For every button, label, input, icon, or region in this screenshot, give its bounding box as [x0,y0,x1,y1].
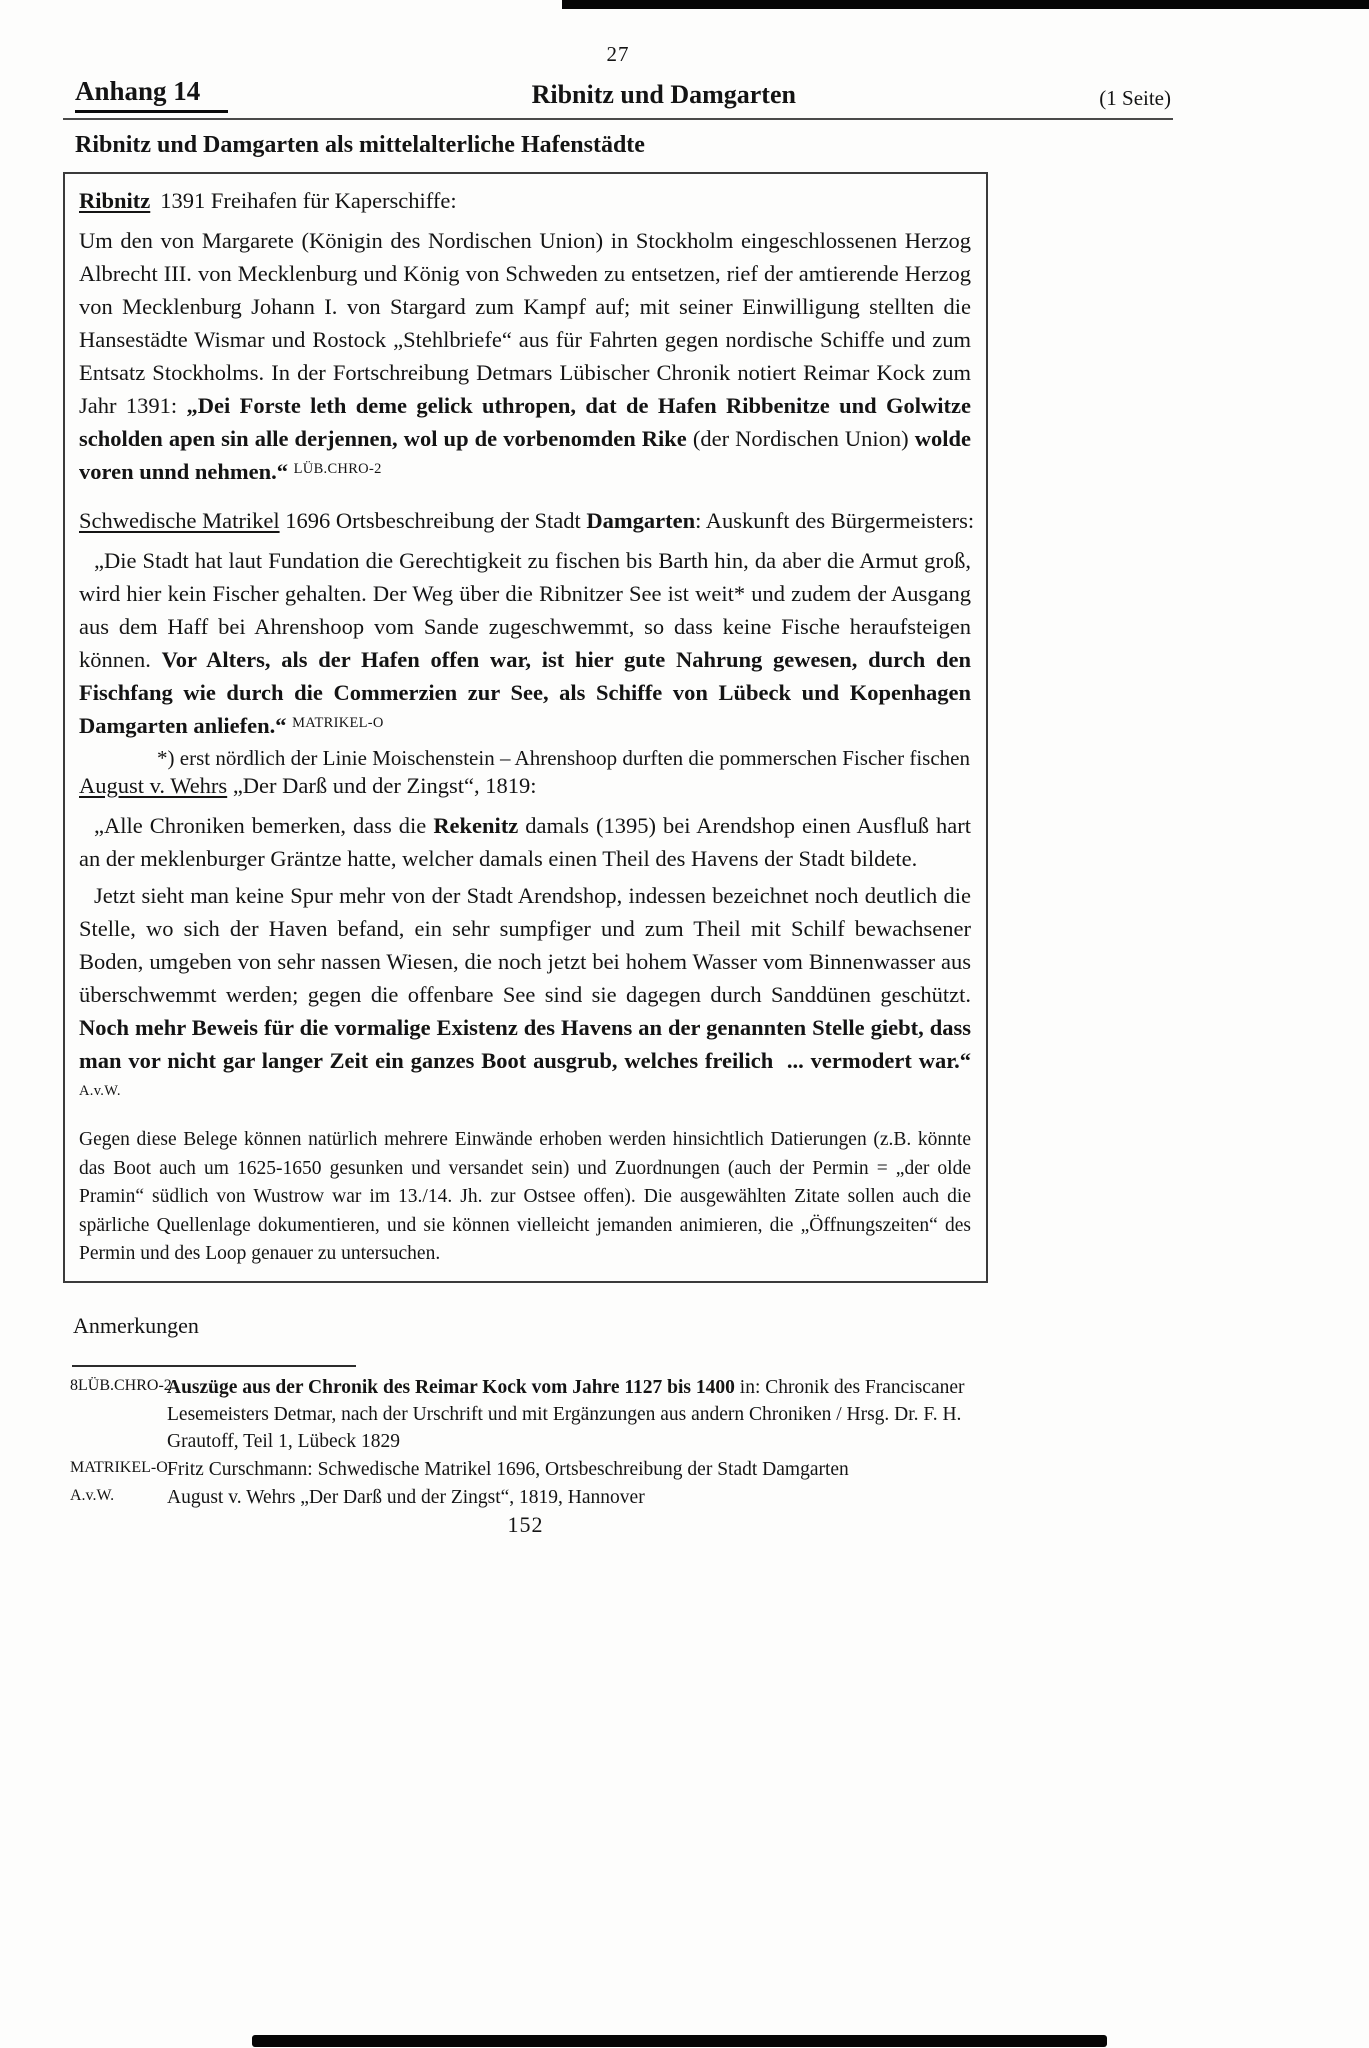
footnote-text [167,1374,979,1455]
star-footnote-line: *) erst nördlich der Linie Moischenstein – Ahrenshoop durften die pommerschen Fischer fischen [157,746,970,770]
ribnitz-text: Um den von Margarete (Königin des Nordischen Union) in Stockholm eingeschlossenen Herzog Albrecht III. von Mecklenburg und König von Schweden zu entsetzen, rief der amtierende Herzog von Mecklenburg Johann I. von Stargard zum Kampf auf; mit seiner Einwilligung stellten die Hansestädte Wismar und Rostock „Stehlbriefe“ aus für Fahrten gegen nordische Schiffe und zum Entsatz Stockholms. In der Fortschreibung Detmars Lübischer Chronik notiert Reimar Kock zum Jahr 1391: [79,228,971,418]
wehrs-p2-plain: Jetzt sieht man keine Spur mehr von der Stadt Arendshop, indessen bezeichnet noch deutlich die Stelle, wo sich der Haven befand, ein sehr sumpfiger und zum Theil mit Schilf bewachsener Boden, umgeben von sehr nassen Wiesen, die noch jetzt bei hohem Wasser vom Binnenwasser aus überschwemmt werden; gegen die offenbare See sind sie dagegen durch Sanddünen geschützt. [79,883,971,1007]
scan-artifact-bottom-bar [252,2035,1107,2047]
matrikel-text: „Die Stadt hat laut Fundation die Gerechtigkeit zu fischen bis Barth hin, da aber die Armut groß, wird hier kein Fischer gehalten. Der Weg über die Ribnitzer See ist weit* und zudem der Ausgang aus dem Haff bei Ahrenshoop vom Sande zugeschwemmt, so dass keine Fische heraufsteigen können. [79,548,971,672]
wehrs-p1-bold: Rekenitz [433,813,519,838]
sources-quote-box [63,172,988,1283]
matrikel-keyword: Schwedische Matrikel [79,508,280,533]
wehrs-keyword: August v. Wehrs [79,773,228,798]
wehrs-heading-rest: „Der Darß und der Zingst“, 1819: [227,773,537,798]
page-number-top: 27 [606,42,630,66]
wehrs-p1-post: damals (1395) bei Arendshop einen Ausfluß hart an der meklenburger Gräntze hatte, welcher damals einen Theil des Havens der Stadt bildete. [79,813,971,871]
matrikel-entry-heading [79,508,975,534]
ribnitz-heading-rest: 1391 Freihafen für Kaperschiffe: [160,188,457,213]
page-content [63,42,1173,1512]
footnote-text [167,1456,979,1483]
wehrs-p2-bold: Noch mehr Beweis für die vormalige Existenz des Havens an der genannten Stelle giebt, dass man vor nicht gar langer Zeit ein ganzes Boot ausgrub, welches freilich ... vermodert war.“ [79,1015,971,1073]
footnote-text-rest: in: Chronik des Franciscaner Lesemeisters Detmar, nach der Urschrift und mit Ergänzungen aus andern Chroniken / Hrsg. Dr. F. H. Grautoff, Teil 1, Lübeck 1829 [167,1376,965,1452]
pages-note: (1 Seite) [1099,86,1171,110]
matrikel-paragraph [79,544,971,742]
matrikel-heading-mid: 1696 Ortsbeschreibung der Stadt [279,508,587,533]
wehrs-paragraph-1 [79,809,971,875]
footnotes-block [63,1374,1173,1511]
wehrs-source-superscript: A.v.W. [79,1083,121,1099]
footnote-text-rest: August v. Wehrs „Der Darß und der Zingst“, 1819, Hannover [167,1486,645,1508]
scan-artifact-top-bar [562,0,1369,9]
footnote-title-bold: Auszüge aus der Chronik des Reimar Kock vom Jahre 1127 bis 1400 [167,1376,735,1398]
footnote-row [63,1374,1173,1455]
ribnitz-source-superscript: LÜB.CHRO-2 [293,461,382,477]
footnote-label: A.v.W. [70,1486,115,1504]
matrikel-text-bold: Vor Alters, als der Hafen offen war, ist hier gute Nahrung gewesen, durch den Fischfang wie durch die Commerzien zur See, als Schiffe von Lübeck und Kopenhagen Damgarten anliefen.“ [79,647,971,738]
footnote-row [63,1484,1173,1511]
ribnitz-quote-bold-1: „Dei Forste leth deme gelick uthropen, dat de Hafen Ribbenitze und Golwitze scholden apen sin alle derjennen, wol up de vorbenomden Rike [79,393,971,451]
footnote-text-rest: Fritz Curschmann: Schwedische Matrikel 1696, Ortsbeschreibung der Stadt Damgarten [167,1458,849,1480]
footnote-divider-rule [72,1365,356,1367]
ribnitz-quote-plain: (der Nordischen Union) [692,426,915,451]
document-title: Ribnitz und Damgarten als mittelalterliche Hafenstädte [75,132,645,158]
page-number-bottom: 152 [507,1512,544,1537]
appendix-label: Anhang 14 [75,76,228,113]
ribnitz-keyword: Ribnitz [79,188,151,213]
ribnitz-paragraph [79,224,971,488]
wehrs-p1-pre: „Alle Chroniken bemerken, dass die [94,813,434,838]
matrikel-city-bold: Damgarten [586,508,696,533]
footnote-label: MATRIKEL-O [70,1458,168,1476]
ribnitz-quote-bold-2: wolde voren unnd nehmen.“ [79,426,971,484]
notes-heading: Anmerkungen [73,1312,199,1338]
footnote-text [167,1484,979,1511]
wehrs-paragraph-2 [79,879,971,1110]
header-running-title: Ribnitz und Damgarten [531,80,796,109]
footnote-row [63,1456,1173,1483]
matrikel-heading-rest: : Auskunft des Bürgermeisters: [695,508,975,533]
matrikel-source-superscript: MATRIKEL-O [292,715,384,731]
ribnitz-entry-heading [79,188,971,214]
footnote-label: 8LÜB.CHRO-2 [70,1376,172,1394]
editor-remark-paragraph: Gegen diese Belege können natürlich mehrere Einwände erhoben werden hinsichtlich Datierungen (z.B. könnte das Boot auch um 1625-1650 gesunken und versandet sein) und Zuordnungen (auch der Permin = „der olde Pramin“ südlich von Wustrow war im 13./14. Jh. zur Ostsee offen). Die ausgewählten Zitate sollen auch die spärliche Quellenlage dokumentieren, und sie können vielleicht jemanden animieren, die „Öffnungszeiten“ des Permin und des Loop genauer zu untersuchen. [79,1129,971,1264]
wehrs-entry-heading [79,773,971,799]
page-header [63,76,1173,120]
